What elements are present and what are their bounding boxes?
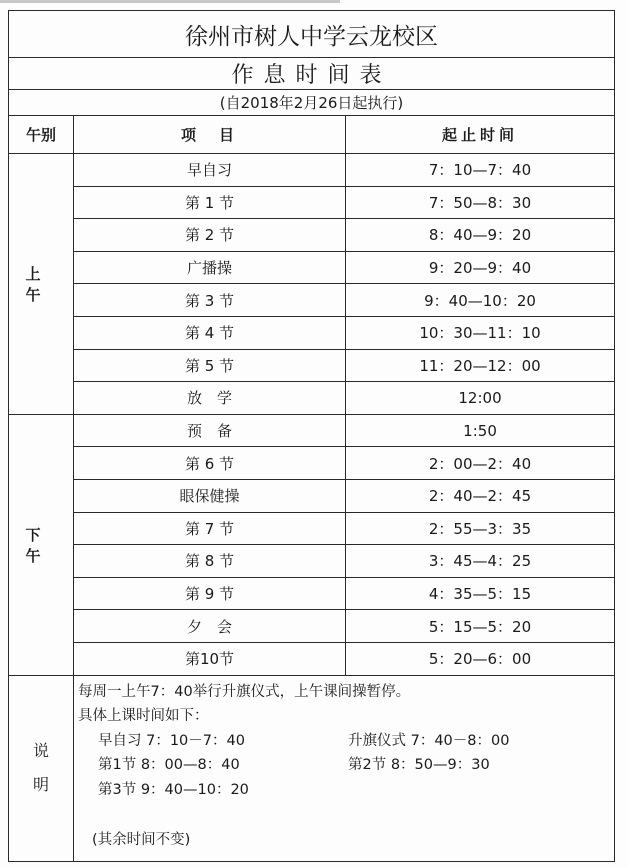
notes-label-char: 明 (32, 775, 49, 794)
header-time: 起止时间 (346, 116, 615, 154)
item-cell: 预 备 (74, 414, 346, 447)
time-cell: 5：20—6：00 (346, 642, 615, 675)
notes-item: 第1节 8：00—8：40 (98, 757, 240, 773)
time-cell: 2：55—3：35 (346, 512, 615, 545)
notes-label-char: 说 (32, 741, 49, 760)
item-cell: 第 5 节 (74, 349, 346, 382)
header-item: 项 目 (74, 116, 346, 154)
time-cell: 7：50—8：30 (346, 186, 615, 219)
top-edge-strip (0, 0, 340, 3)
effective-date: (自2018年2月26日起执行) (9, 90, 615, 116)
time-cell: 8：40—9：20 (346, 219, 615, 252)
notes-item: 升旗仪式 7：40－8：00 (348, 732, 510, 749)
notes-item: 第3节 9：40—10：20 (98, 781, 249, 798)
item-cell: 第 8 节 (74, 545, 346, 578)
schedule-table (8, 10, 615, 862)
notes-line: 每周一上午7：40举行升旗仪式，上午课间操暂停。 (78, 683, 411, 700)
item-cell: 第 4 节 (74, 316, 346, 349)
time-cell: 3：45—4：25 (346, 545, 615, 578)
time-cell: 9：40—10：20 (346, 284, 615, 317)
table-title: 作息时间表 (9, 58, 615, 90)
item-cell: 早自习 (74, 154, 346, 187)
item-cell: 第 1 节 (74, 186, 346, 219)
notes-label (9, 675, 74, 861)
time-cell: 10：30—11：10 (346, 316, 615, 349)
header-period: 午别 (9, 116, 74, 154)
period-afternoon: 下午 (9, 414, 74, 675)
time-cell: 2：00—2：40 (346, 447, 615, 480)
time-cell: 2：40—2：45 (346, 479, 615, 512)
item-cell: 第 9 节 (74, 577, 346, 610)
item-cell: 放 学 (74, 382, 346, 415)
notes-item: 第2节 8：50—9：30 (348, 757, 490, 773)
time-cell: 1:50 (346, 414, 615, 447)
item-cell: 第10节 (74, 642, 346, 675)
notes-line: 具体上课时间如下： (78, 708, 209, 724)
notes-content (74, 675, 615, 861)
item-cell: 广播操 (74, 251, 346, 284)
period-morning: 上午 (9, 154, 74, 415)
time-cell: 5：15—5：20 (346, 610, 615, 643)
time-cell: 7：10—7：40 (346, 154, 615, 187)
item-cell: 第 2 节 (74, 219, 346, 252)
school-name: 徐州市树人中学云龙校区 (9, 11, 615, 58)
item-cell: 眼保健操 (74, 479, 346, 512)
item-cell: 第 3 节 (74, 284, 346, 317)
time-cell: 9：20—9：40 (346, 251, 615, 284)
time-cell: 4：35—5：15 (346, 577, 615, 610)
notes-item (348, 778, 598, 803)
time-cell: 11：20—12：00 (346, 349, 615, 382)
item-cell: 夕 会 (74, 610, 346, 643)
notes-schedule-grid (78, 729, 610, 803)
time-cell: 12:00 (346, 382, 615, 415)
notes-item: 早自习 7：10－7：40 (98, 732, 245, 749)
item-cell: 第 6 节 (74, 447, 346, 480)
notes-footer: (其余时间不变) (92, 832, 191, 848)
item-cell: 第 7 节 (74, 512, 346, 545)
